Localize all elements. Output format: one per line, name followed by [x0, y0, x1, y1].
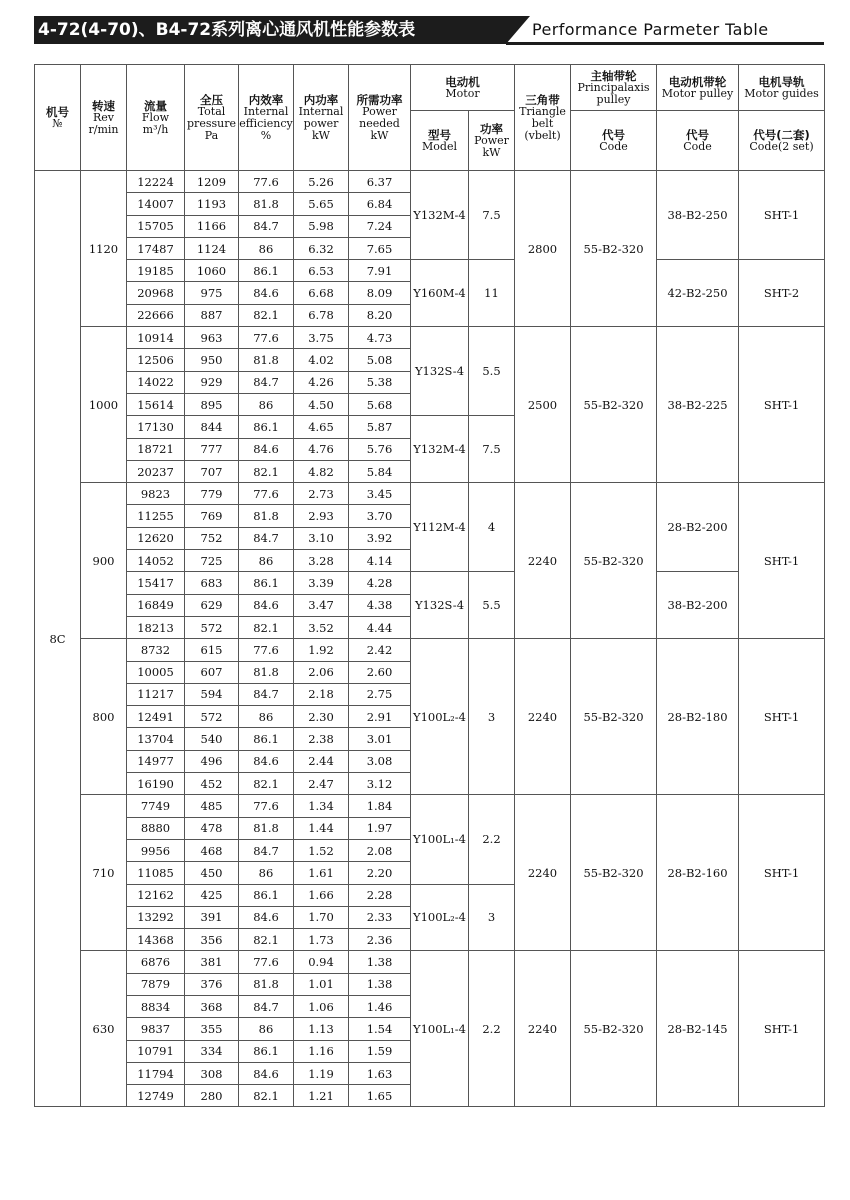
pressure-cell: 963	[185, 327, 239, 349]
flow-cell: 6876	[127, 951, 185, 973]
pressure-cell: 1193	[185, 193, 239, 215]
efficiency-cell: 81.8	[239, 817, 294, 839]
col-motor-guides: 电机导轨 Motor guides	[739, 65, 825, 111]
efficiency-cell: 82.1	[239, 460, 294, 482]
title-chinese: 4-72(4-70)、B4-72系列离心通风机性能参数表	[34, 16, 506, 44]
page-header	[34, 16, 824, 44]
needed-power-cell: 5.87	[349, 416, 411, 438]
pressure-cell: 496	[185, 750, 239, 772]
col-machine-no: 机号 №	[35, 65, 81, 171]
flow-cell: 11085	[127, 862, 185, 884]
spindle-pulley-cell: 55-B2-320	[571, 483, 657, 639]
internal-power-cell: 2.93	[294, 505, 349, 527]
flow-cell: 10914	[127, 327, 185, 349]
needed-power-cell: 1.38	[349, 951, 411, 973]
pressure-cell: 725	[185, 550, 239, 572]
col-flow: 流量 Flow m³/h	[127, 65, 185, 171]
motor-guides-cell: SHT-1	[739, 795, 825, 951]
pressure-cell: 572	[185, 616, 239, 638]
rev-cell: 630	[81, 951, 127, 1107]
efficiency-cell: 81.8	[239, 193, 294, 215]
needed-power-cell: 1.63	[349, 1062, 411, 1084]
motor-power-cell: 3	[469, 639, 515, 795]
needed-power-cell: 5.08	[349, 349, 411, 371]
internal-power-cell: 3.28	[294, 550, 349, 572]
internal-power-cell: 2.30	[294, 706, 349, 728]
motor-power-cell: 5.5	[469, 327, 515, 416]
needed-power-cell: 3.01	[349, 728, 411, 750]
pressure-cell: 1060	[185, 260, 239, 282]
efficiency-cell: 86	[239, 237, 294, 259]
motor-guides-cell: SHT-1	[739, 639, 825, 795]
efficiency-cell: 86	[239, 862, 294, 884]
needed-power-cell: 3.92	[349, 527, 411, 549]
flow-cell: 12620	[127, 527, 185, 549]
pressure-cell: 594	[185, 683, 239, 705]
flow-cell: 13704	[127, 728, 185, 750]
needed-power-cell: 1.97	[349, 817, 411, 839]
needed-power-cell: 2.33	[349, 906, 411, 928]
efficiency-cell: 84.6	[239, 438, 294, 460]
efficiency-cell: 86.1	[239, 416, 294, 438]
pressure-cell: 391	[185, 906, 239, 928]
col-motor-pulley: 电动机带轮 Motor pulley	[657, 65, 739, 111]
pressure-cell: 355	[185, 1018, 239, 1040]
internal-power-cell: 1.21	[294, 1085, 349, 1107]
internal-power-cell: 1.06	[294, 995, 349, 1017]
motor-guides-cell: SHT-1	[739, 171, 825, 260]
motor-power-cell: 7.5	[469, 416, 515, 483]
efficiency-cell: 86	[239, 706, 294, 728]
needed-power-cell: 2.60	[349, 661, 411, 683]
flow-cell: 8880	[127, 817, 185, 839]
internal-power-cell: 5.26	[294, 171, 349, 193]
col-motor-guides-code: 代号(二套) Code(2 set)	[739, 111, 825, 171]
motor-pulley-cell: 28-B2-200	[657, 483, 739, 572]
col-spindle-code: 代号 Code	[571, 111, 657, 171]
needed-power-cell: 8.09	[349, 282, 411, 304]
internal-power-cell: 3.47	[294, 594, 349, 616]
efficiency-cell: 84.6	[239, 750, 294, 772]
needed-power-cell: 6.84	[349, 193, 411, 215]
table-row	[35, 572, 825, 594]
belt-cell: 2500	[515, 327, 571, 483]
belt-cell: 2240	[515, 951, 571, 1107]
pressure-cell: 334	[185, 1040, 239, 1062]
motor-pulley-cell: 38-B2-250	[657, 171, 739, 260]
pressure-cell: 1166	[185, 215, 239, 237]
table-row	[35, 639, 825, 661]
spindle-pulley-cell: 55-B2-320	[571, 327, 657, 483]
needed-power-cell: 3.45	[349, 483, 411, 505]
motor-model-cell: Y132M-4	[411, 171, 469, 260]
efficiency-cell: 86	[239, 550, 294, 572]
efficiency-cell: 82.1	[239, 616, 294, 638]
flow-cell: 15705	[127, 215, 185, 237]
internal-power-cell: 6.78	[294, 304, 349, 326]
flow-cell: 11255	[127, 505, 185, 527]
efficiency-cell: 81.8	[239, 973, 294, 995]
pressure-cell: 607	[185, 661, 239, 683]
pressure-cell: 368	[185, 995, 239, 1017]
internal-power-cell: 1.92	[294, 639, 349, 661]
flow-cell: 20237	[127, 460, 185, 482]
efficiency-cell: 81.8	[239, 349, 294, 371]
efficiency-cell: 84.6	[239, 594, 294, 616]
flow-cell: 14022	[127, 371, 185, 393]
needed-power-cell: 7.65	[349, 237, 411, 259]
needed-power-cell: 5.76	[349, 438, 411, 460]
motor-model-cell: Y100L₂-4	[411, 884, 469, 951]
pressure-cell: 308	[185, 1062, 239, 1084]
pressure-cell: 468	[185, 839, 239, 861]
internal-power-cell: 1.34	[294, 795, 349, 817]
needed-power-cell: 2.08	[349, 839, 411, 861]
efficiency-cell: 77.6	[239, 951, 294, 973]
needed-power-cell: 2.75	[349, 683, 411, 705]
pressure-cell: 450	[185, 862, 239, 884]
flow-cell: 11794	[127, 1062, 185, 1084]
pressure-cell: 356	[185, 929, 239, 951]
table-row	[35, 260, 825, 282]
flow-cell: 13292	[127, 906, 185, 928]
flow-cell: 16849	[127, 594, 185, 616]
internal-power-cell: 1.16	[294, 1040, 349, 1062]
flow-cell: 18721	[127, 438, 185, 460]
flow-cell: 14977	[127, 750, 185, 772]
motor-pulley-cell: 28-B2-145	[657, 951, 739, 1107]
internal-power-cell: 4.50	[294, 393, 349, 415]
needed-power-cell: 4.28	[349, 572, 411, 594]
needed-power-cell: 1.84	[349, 795, 411, 817]
motor-power-cell: 2.2	[469, 951, 515, 1107]
belt-cell: 2240	[515, 639, 571, 795]
motor-power-cell: 11	[469, 260, 515, 327]
flow-cell: 11217	[127, 683, 185, 705]
flow-cell: 9956	[127, 839, 185, 861]
pressure-cell: 381	[185, 951, 239, 973]
needed-power-cell: 5.38	[349, 371, 411, 393]
pressure-cell: 779	[185, 483, 239, 505]
motor-power-cell: 5.5	[469, 572, 515, 639]
pressure-cell: 777	[185, 438, 239, 460]
efficiency-cell: 86	[239, 393, 294, 415]
pressure-cell: 887	[185, 304, 239, 326]
efficiency-cell: 77.6	[239, 171, 294, 193]
efficiency-cell: 82.1	[239, 1085, 294, 1107]
internal-power-cell: 1.70	[294, 906, 349, 928]
motor-model-cell: Y112M-4	[411, 483, 469, 572]
col-motor-pulley-code: 代号 Code	[657, 111, 739, 171]
pressure-cell: 280	[185, 1085, 239, 1107]
table-row	[35, 171, 825, 193]
motor-power-cell: 4	[469, 483, 515, 572]
pressure-cell: 425	[185, 884, 239, 906]
col-rev: 转速 Rev r/min	[81, 65, 127, 171]
efficiency-cell: 86.1	[239, 572, 294, 594]
internal-power-cell: 3.52	[294, 616, 349, 638]
internal-power-cell: 1.61	[294, 862, 349, 884]
flow-cell: 8834	[127, 995, 185, 1017]
efficiency-cell: 77.6	[239, 795, 294, 817]
efficiency-cell: 86.1	[239, 260, 294, 282]
internal-power-cell: 4.76	[294, 438, 349, 460]
efficiency-cell: 77.6	[239, 483, 294, 505]
pressure-cell: 452	[185, 773, 239, 795]
pressure-cell: 1124	[185, 237, 239, 259]
needed-power-cell: 1.59	[349, 1040, 411, 1062]
needed-power-cell: 5.84	[349, 460, 411, 482]
flow-cell: 20968	[127, 282, 185, 304]
motor-power-cell: 2.2	[469, 795, 515, 884]
pressure-cell: 769	[185, 505, 239, 527]
needed-power-cell: 5.68	[349, 393, 411, 415]
needed-power-cell: 2.20	[349, 862, 411, 884]
pressure-cell: 752	[185, 527, 239, 549]
efficiency-cell: 86.1	[239, 1040, 294, 1062]
efficiency-cell: 84.6	[239, 1062, 294, 1084]
efficiency-cell: 84.7	[239, 215, 294, 237]
internal-power-cell: 6.53	[294, 260, 349, 282]
efficiency-cell: 86.1	[239, 884, 294, 906]
flow-cell: 19185	[127, 260, 185, 282]
needed-power-cell: 4.73	[349, 327, 411, 349]
flow-cell: 12162	[127, 884, 185, 906]
efficiency-cell: 84.7	[239, 839, 294, 861]
internal-power-cell: 1.66	[294, 884, 349, 906]
motor-pulley-cell: 28-B2-180	[657, 639, 739, 795]
internal-power-cell: 1.13	[294, 1018, 349, 1040]
pressure-cell: 615	[185, 639, 239, 661]
motor-guides-cell: SHT-1	[739, 327, 825, 483]
motor-pulley-cell: 42-B2-250	[657, 260, 739, 327]
col-internal-power: 内功率 Internal power kW	[294, 65, 349, 171]
pressure-cell: 683	[185, 572, 239, 594]
internal-power-cell: 1.19	[294, 1062, 349, 1084]
motor-model-cell: Y100L₁-4	[411, 951, 469, 1107]
belt-cell: 2240	[515, 483, 571, 639]
col-needed-power: 所需功率 Power needed kW	[349, 65, 411, 171]
internal-power-cell: 2.06	[294, 661, 349, 683]
motor-model-cell: Y132S-4	[411, 572, 469, 639]
efficiency-cell: 86	[239, 1018, 294, 1040]
flow-cell: 18213	[127, 616, 185, 638]
col-motor-model: 型号 Model	[411, 111, 469, 171]
rev-cell: 710	[81, 795, 127, 951]
internal-power-cell: 2.73	[294, 483, 349, 505]
machine-no-cell: 8C	[35, 171, 81, 1107]
motor-pulley-cell: 28-B2-160	[657, 795, 739, 951]
spindle-pulley-cell: 55-B2-320	[571, 795, 657, 951]
pressure-cell: 540	[185, 728, 239, 750]
pressure-cell: 950	[185, 349, 239, 371]
flow-cell: 12749	[127, 1085, 185, 1107]
table-row	[35, 327, 825, 349]
internal-power-cell: 2.47	[294, 773, 349, 795]
flow-cell: 22666	[127, 304, 185, 326]
internal-power-cell: 6.68	[294, 282, 349, 304]
flow-cell: 14052	[127, 550, 185, 572]
flow-cell: 16190	[127, 773, 185, 795]
internal-power-cell: 3.75	[294, 327, 349, 349]
internal-power-cell: 2.18	[294, 683, 349, 705]
performance-table	[34, 64, 825, 1107]
flow-cell: 17487	[127, 237, 185, 259]
belt-cell: 2800	[515, 171, 571, 327]
internal-power-cell: 5.98	[294, 215, 349, 237]
flow-cell: 15417	[127, 572, 185, 594]
efficiency-cell: 82.1	[239, 773, 294, 795]
motor-power-cell: 3	[469, 884, 515, 951]
internal-power-cell: 3.10	[294, 527, 349, 549]
needed-power-cell: 1.46	[349, 995, 411, 1017]
motor-guides-cell: SHT-2	[739, 260, 825, 327]
needed-power-cell: 1.54	[349, 1018, 411, 1040]
pressure-cell: 572	[185, 706, 239, 728]
needed-power-cell: 2.91	[349, 706, 411, 728]
title-english: Performance Parmeter Table	[532, 20, 769, 39]
needed-power-cell: 3.70	[349, 505, 411, 527]
internal-power-cell: 4.82	[294, 460, 349, 482]
motor-model-cell: Y100L₁-4	[411, 795, 469, 884]
internal-power-cell: 4.65	[294, 416, 349, 438]
efficiency-cell: 77.6	[239, 639, 294, 661]
needed-power-cell: 3.08	[349, 750, 411, 772]
col-pressure: 全压 Total pressure Pa	[185, 65, 239, 171]
internal-power-cell: 4.26	[294, 371, 349, 393]
efficiency-cell: 81.8	[239, 661, 294, 683]
rev-cell: 900	[81, 483, 127, 639]
flow-cell: 9837	[127, 1018, 185, 1040]
motor-pulley-cell: 38-B2-225	[657, 327, 739, 483]
col-motor-power: 功率 Power kW	[469, 111, 515, 171]
efficiency-cell: 84.7	[239, 683, 294, 705]
needed-power-cell: 1.38	[349, 973, 411, 995]
flow-cell: 8732	[127, 639, 185, 661]
table-row	[35, 951, 825, 973]
internal-power-cell: 5.65	[294, 193, 349, 215]
flow-cell: 14007	[127, 193, 185, 215]
efficiency-cell: 84.6	[239, 282, 294, 304]
internal-power-cell: 1.01	[294, 973, 349, 995]
pressure-cell: 376	[185, 973, 239, 995]
needed-power-cell: 3.12	[349, 773, 411, 795]
needed-power-cell: 2.28	[349, 884, 411, 906]
internal-power-cell: 1.44	[294, 817, 349, 839]
motor-model-cell: Y132M-4	[411, 416, 469, 483]
needed-power-cell: 7.91	[349, 260, 411, 282]
flow-cell: 14368	[127, 929, 185, 951]
motor-model-cell: Y100L₂-4	[411, 639, 469, 795]
title-wedge-decoration	[506, 16, 530, 44]
efficiency-cell: 82.1	[239, 929, 294, 951]
internal-power-cell: 3.39	[294, 572, 349, 594]
table-row	[35, 795, 825, 817]
internal-power-cell: 4.02	[294, 349, 349, 371]
table-body	[35, 171, 825, 1107]
rev-cell: 1000	[81, 327, 127, 483]
needed-power-cell: 6.37	[349, 171, 411, 193]
flow-cell: 7749	[127, 795, 185, 817]
rev-cell: 1120	[81, 171, 127, 327]
col-efficiency: 内效率 Internal efficiency %	[239, 65, 294, 171]
pressure-cell: 485	[185, 795, 239, 817]
pressure-cell: 707	[185, 460, 239, 482]
needed-power-cell: 7.24	[349, 215, 411, 237]
pressure-cell: 844	[185, 416, 239, 438]
internal-power-cell: 1.52	[294, 839, 349, 861]
efficiency-cell: 84.7	[239, 995, 294, 1017]
efficiency-cell: 84.6	[239, 906, 294, 928]
efficiency-cell: 81.8	[239, 505, 294, 527]
flow-cell: 12491	[127, 706, 185, 728]
motor-guides-cell: SHT-1	[739, 951, 825, 1107]
motor-model-cell: Y132S-4	[411, 327, 469, 416]
needed-power-cell: 4.14	[349, 550, 411, 572]
pressure-cell: 629	[185, 594, 239, 616]
internal-power-cell: 1.73	[294, 929, 349, 951]
belt-cell: 2240	[515, 795, 571, 951]
col-spindle-pulley: 主轴带轮 Principalaxis pulley	[571, 65, 657, 111]
motor-pulley-cell: 38-B2-200	[657, 572, 739, 639]
spindle-pulley-cell: 55-B2-320	[571, 171, 657, 327]
internal-power-cell: 6.32	[294, 237, 349, 259]
internal-power-cell: 2.38	[294, 728, 349, 750]
flow-cell: 15614	[127, 393, 185, 415]
needed-power-cell: 2.36	[349, 929, 411, 951]
needed-power-cell: 8.20	[349, 304, 411, 326]
motor-guides-cell: SHT-1	[739, 483, 825, 639]
spindle-pulley-cell: 55-B2-320	[571, 639, 657, 795]
col-motor: 电动机 Motor	[411, 65, 515, 111]
pressure-cell: 895	[185, 393, 239, 415]
efficiency-cell: 82.1	[239, 304, 294, 326]
efficiency-cell: 86.1	[239, 728, 294, 750]
efficiency-cell: 77.6	[239, 327, 294, 349]
flow-cell: 17130	[127, 416, 185, 438]
flow-cell: 9823	[127, 483, 185, 505]
motor-power-cell: 7.5	[469, 171, 515, 260]
col-belt: 三角带 Triangle belt (vbelt)	[515, 65, 571, 171]
pressure-cell: 929	[185, 371, 239, 393]
internal-power-cell: 0.94	[294, 951, 349, 973]
pressure-cell: 478	[185, 817, 239, 839]
pressure-cell: 1209	[185, 171, 239, 193]
needed-power-cell: 2.42	[349, 639, 411, 661]
needed-power-cell: 4.38	[349, 594, 411, 616]
flow-cell: 7879	[127, 973, 185, 995]
needed-power-cell: 4.44	[349, 616, 411, 638]
pressure-cell: 975	[185, 282, 239, 304]
flow-cell: 12506	[127, 349, 185, 371]
efficiency-cell: 84.7	[239, 527, 294, 549]
table-row	[35, 483, 825, 505]
flow-cell: 10791	[127, 1040, 185, 1062]
rev-cell: 800	[81, 639, 127, 795]
flow-cell: 12224	[127, 171, 185, 193]
internal-power-cell: 2.44	[294, 750, 349, 772]
efficiency-cell: 84.7	[239, 371, 294, 393]
spindle-pulley-cell: 55-B2-320	[571, 951, 657, 1107]
flow-cell: 10005	[127, 661, 185, 683]
needed-power-cell: 1.65	[349, 1085, 411, 1107]
motor-model-cell: Y160M-4	[411, 260, 469, 327]
